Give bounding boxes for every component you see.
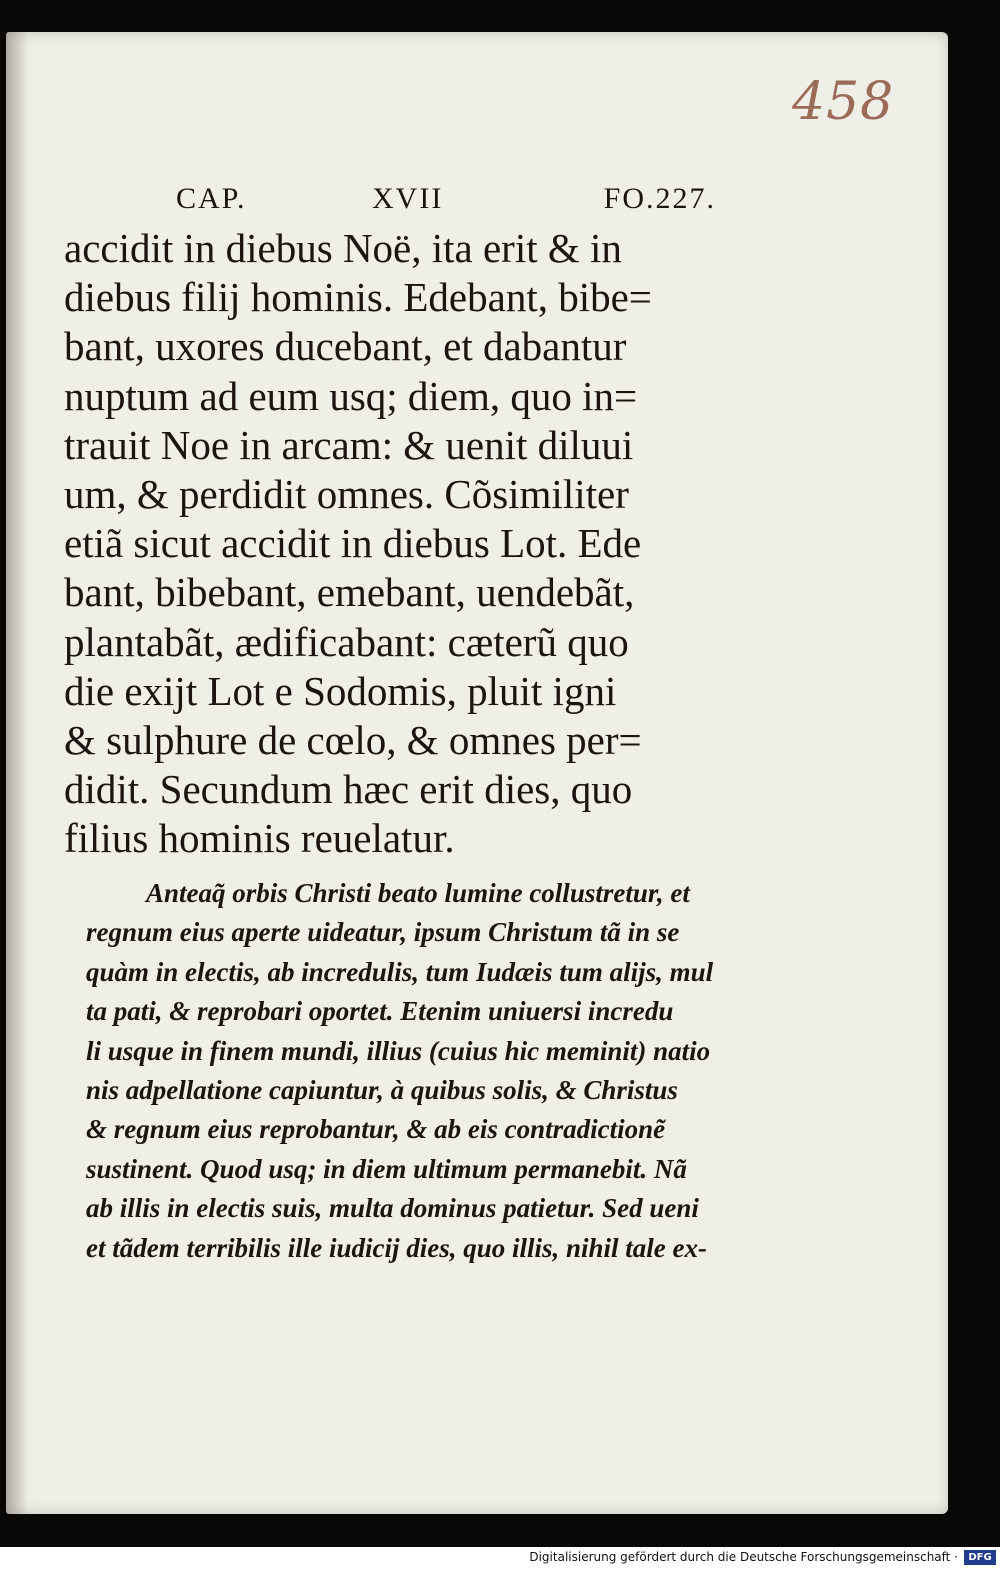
main-text-line: accidit in diebus Noë, ita erit & in: [64, 225, 622, 271]
commentary-line: & regnum eius reprobantur, & ab eis contradictionẽ: [86, 1114, 666, 1145]
commentary-line: Anteaq̃ orbis Christi beato lumine collustretur, et: [146, 878, 690, 908]
main-text-line: didit. Secundum hæc erit dies, quo: [64, 766, 633, 813]
book-page: [6, 32, 948, 1514]
main-text-line: diebus filij hominis. Edebant, bibe=: [64, 274, 652, 321]
running-head-chapter-label: CAP.: [176, 182, 247, 215]
commentary-line: regnum eius aperte uideatur, ipsum Christum tã in se: [86, 917, 680, 948]
spine-shadow: [6, 32, 28, 1514]
running-head-folio: FO.227.: [603, 182, 716, 215]
running-head: [176, 182, 716, 222]
main-text-line: bant, bibebant, emebant, uendebãt,: [64, 569, 635, 616]
main-text-line: etiã sicut accidit in diebus Lot. Ede: [64, 520, 642, 567]
commentary-line: nis adpellatione capiuntur, à quibus solis, & Christus: [86, 1075, 678, 1106]
manuscript-folio-number: 458: [792, 72, 895, 132]
digitization-credit-bar: [0, 1547, 1000, 1569]
main-text-line: nuptum ad eum usq; diem, quo in=: [64, 372, 638, 419]
running-head-chapter-number: XVII: [372, 182, 444, 215]
commentary-line: sustinent. Quod usq; in diem ultimum permanebit. Nã: [86, 1153, 687, 1184]
main-text-line: trauit Noe in arcam: & uenit diluui: [64, 421, 634, 468]
commentary-line: et tãdem terribilis ille iudicij dies, quo illis, nihil tale ex-: [86, 1232, 707, 1263]
main-text-line: bant, uxores ducebant, et dabantur: [64, 323, 627, 370]
main-text-line: & sulphure de cœlo, & omnes per=: [64, 717, 642, 764]
commentary-line: ab illis in electis suis, multa dominus patietur. Sed ueni: [86, 1193, 699, 1224]
main-text-line: die exijt Lot e Sodomis, pluit igni: [64, 667, 617, 714]
digitization-credit-text: Digitalisierung gefördert durch die Deutsche Forschungsgemeinschaft ·: [529, 1550, 958, 1564]
dfg-logo: DFG: [964, 1550, 996, 1565]
commentary-block: [86, 874, 726, 1268]
main-text-line: um, & perdidit omnes. Cõsimiliter: [64, 471, 629, 518]
commentary-line: quàm in electis, ab incredulis, tum Iudæis tum alijs, mul: [86, 956, 714, 987]
commentary-line: li usque in finem mundi, illius (cuius hic meminit) natio: [86, 1035, 711, 1066]
main-text-line: filius hominis reuelatur.: [64, 815, 455, 862]
main-text-block: [64, 224, 714, 864]
commentary-line: ta pati, & reprobari oportet. Etenim uniuersi incredu: [86, 996, 674, 1027]
main-text-line: plantabãt, ædificabant: cæterũ quo: [64, 618, 629, 665]
